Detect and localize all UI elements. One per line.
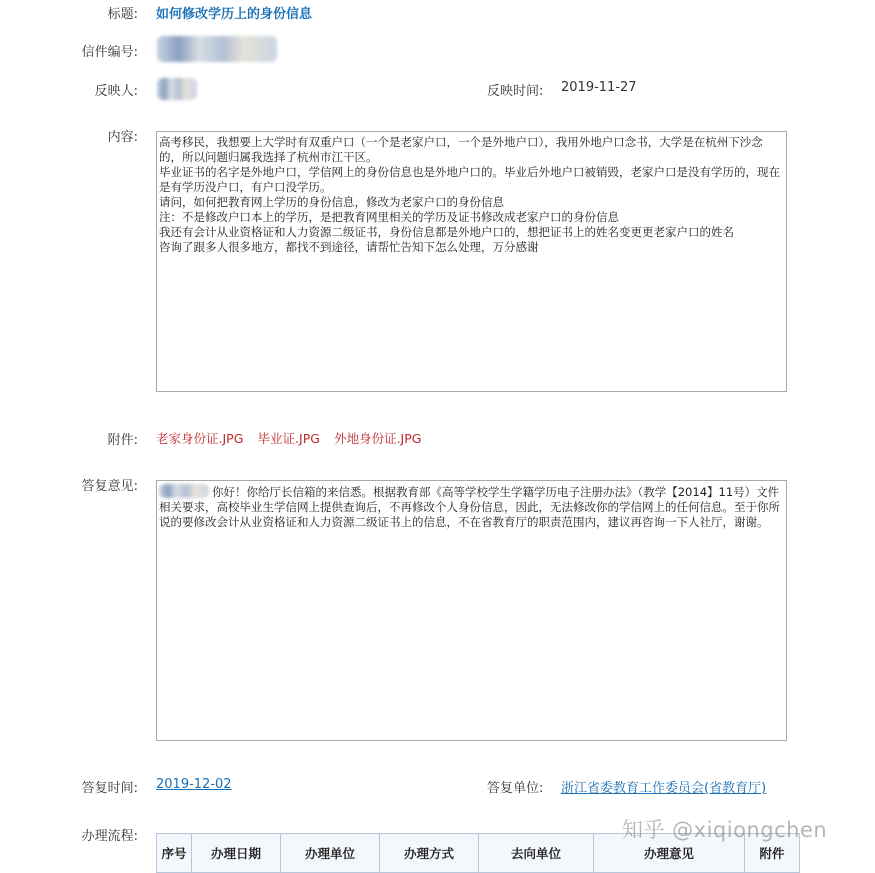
- process-col-header: 办理日期: [192, 834, 281, 873]
- content-line: 请问，如何把教育网上学历的身份信息，修改为老家户口的身份信息: [159, 195, 504, 209]
- report-time-label: 反映时间:: [487, 84, 544, 99]
- process-col-header: 办理单位: [281, 834, 380, 873]
- process-col-header: 办理意见: [594, 834, 745, 873]
- title-label: 标题:: [107, 7, 138, 22]
- content-line: 注：不是修改户口本上的学历，是把教育网里相关的学历及证书修改成老家户口的身份信息: [159, 210, 619, 224]
- attachment-link[interactable]: 老家身份证.JPG: [156, 431, 244, 446]
- report-time-value: 2019-11-27: [561, 80, 637, 95]
- process-col-header: 办理方式: [380, 834, 479, 873]
- attachments-label: 附件:: [107, 433, 138, 448]
- reply-text: 你好！你给厅长信箱的来信悉。根据教育部《高等学校学生学籍学历电子注册办法》（教学【2014】11号）文件相关要求，高校毕业生学信网上提供查询后，不再修改个人身份信息，因此，无法修改你的学信网上的任何信息。至于你所说的要修改会计从业资格证和人力资源二级证书上的信息，不在省教育厅的职责范围内，建议再咨询一下人社厅，谢谢。: [159, 485, 780, 529]
- content-label: 内容:: [107, 130, 138, 145]
- reply-unit-label: 答复单位:: [487, 781, 544, 796]
- reply-time-label: 答复时间:: [81, 781, 138, 796]
- reply-name-redacted: [159, 484, 209, 498]
- process-label: 办理流程:: [81, 829, 138, 844]
- content-line: 毕业证书的名字是外地户口，学信网上的身份信息也是外地户口的。毕业后外地户口被销毁，老家户口是没有学历的，现在是有学历没户口，有户口没学历。: [159, 165, 780, 194]
- attachment-link[interactable]: 外地身份证.JPG: [334, 431, 422, 446]
- content-textarea[interactable]: [156, 131, 787, 392]
- content-line: 高考移民，我想要上大学时有双重户口（一个是老家户口，一个是外地户口），我用外地户口念书，大学是在杭州下沙念的，所以问题归属我选择了杭州市江干区。: [159, 135, 763, 164]
- attachments-list: [156, 429, 431, 447]
- reporter-label: 反映人:: [94, 84, 138, 99]
- reply-label: 答复意见:: [81, 479, 138, 494]
- letter-no-redacted: [157, 36, 277, 62]
- process-col-header: 附件: [745, 834, 800, 873]
- content-line: 我还有会计从业资格证和人力资源二级证书，身份信息都是外地户口的，想把证书上的姓名变更更老家户口的姓名: [159, 225, 734, 239]
- reply-unit-link[interactable]: 浙江省委教育工作委员会(省教育厅): [561, 781, 767, 796]
- process-col-header: 去向单位: [479, 834, 594, 873]
- content-line: 咨询了跟多人很多地方，都找不到途径，请帮忙告知下怎么处理，万分感谢: [159, 240, 539, 254]
- zhihu-watermark: 知乎 @xiqiongchen: [622, 818, 828, 842]
- reply-textarea[interactable]: [156, 480, 787, 741]
- page-title: 如何修改学历上的身份信息: [156, 7, 313, 22]
- reply-time-value[interactable]: 2019-12-02: [156, 777, 232, 792]
- process-col-header: 序号: [157, 834, 192, 873]
- attachment-link[interactable]: 毕业证.JPG: [257, 431, 320, 446]
- letter-no-label: 信件编号:: [81, 45, 138, 60]
- reporter-redacted: [157, 78, 197, 100]
